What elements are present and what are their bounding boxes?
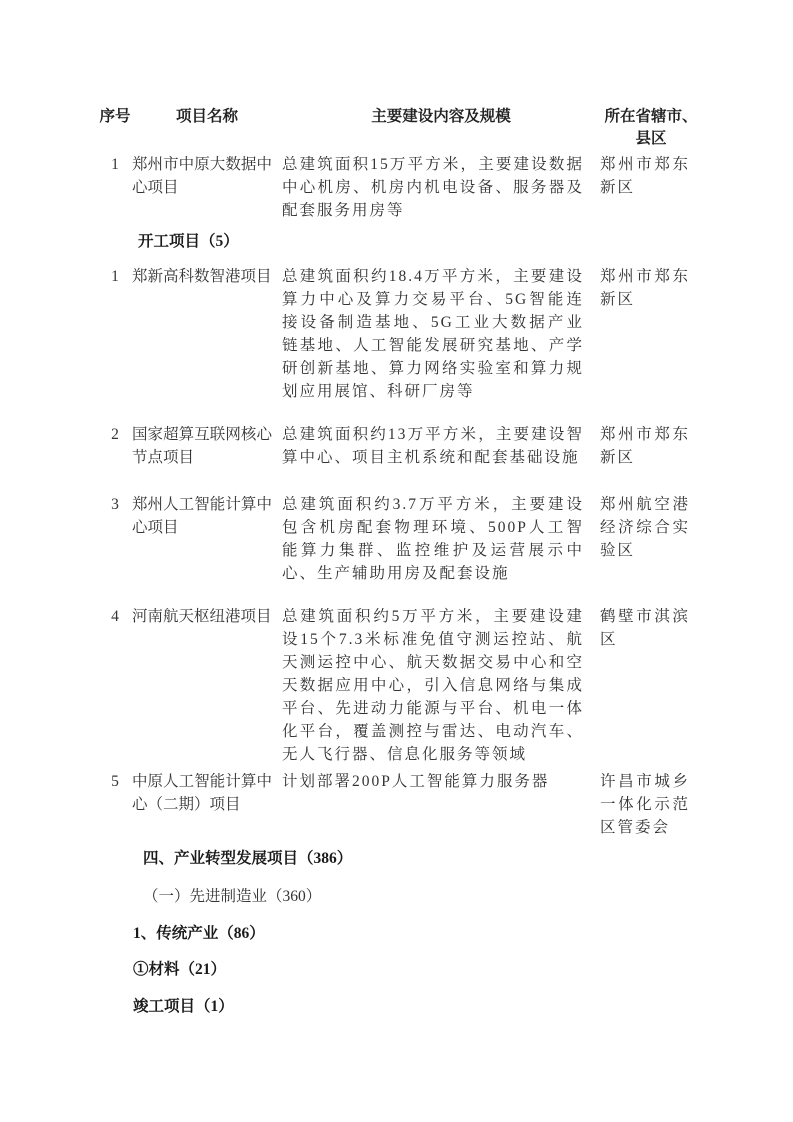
- table-header-row: [98, 106, 702, 150]
- column-header-content: 主要建设内容及规模: [371, 108, 511, 125]
- row-project-name: 郑新高科数智港项目: [132, 268, 272, 285]
- section-row: [98, 222, 702, 253]
- row-project-name: 郑州市中原大数据中心项目: [132, 156, 272, 196]
- row-project-location: 郑州市郑东新区: [600, 156, 690, 196]
- column-header-name: 项目名称: [175, 108, 238, 125]
- row-project-name: 国家超算互联网核心节点项目: [132, 426, 272, 466]
- row-project-content: 总建筑面积约18.4万平方米，主要建设算力中心及算力交易平台、5G智能连接设备制造基地、5G工业大数据产业链基地、人工智能发展研究基地、产学研创新基地、算力网络实验室和算力规划应用展馆、科研厂房等: [282, 268, 584, 400]
- row-num: 5: [111, 773, 119, 790]
- heading-completed-projects: 竣工项目（1）: [133, 998, 234, 1015]
- heading-section-industry-transform: 四、产业转型发展项目（386）: [143, 850, 353, 867]
- table-row: [98, 253, 702, 403]
- page-content: [98, 106, 702, 1018]
- row-project-content: 总建筑面积约5万平方米，主要建设建设15个7.3米标准免值守测运控站、航天测运控中心、航天数据交易中心和空天数据应用中心，引入信息网络与集成平台、先进动力能源与平台、机电一体化平台，覆盖测控与雷达、电动汽车、无人飞行器、信息化服务等领域: [282, 608, 584, 763]
- row-project-name: 河南航天枢纽港项目: [132, 608, 272, 625]
- table-row: [98, 150, 702, 222]
- row-num: 4: [111, 608, 119, 625]
- table-row: [98, 766, 702, 839]
- column-header-num: 序号: [99, 108, 131, 125]
- heading-advanced-manufacturing: （一）先进制造业（360）: [143, 888, 322, 905]
- table-row: [98, 469, 702, 585]
- row-num: 1: [111, 156, 119, 173]
- row-project-location: 郑州航空港经济综合实验区: [600, 496, 690, 559]
- row-project-content: 计划部署200P人工智能算力服务器: [282, 773, 550, 790]
- row-project-location: 郑州市郑东新区: [600, 268, 690, 308]
- row-num: 2: [111, 426, 119, 443]
- row-project-name: 中原人工智能计算中心（二期）项目: [132, 773, 272, 813]
- row-project-location: 许昌市城乡一体化示范区管委会: [600, 773, 690, 836]
- projects-table: [98, 106, 702, 839]
- column-header-location: 所在省辖市、县区: [604, 108, 698, 147]
- heading-materials: ①材料（21）: [133, 961, 227, 978]
- table-row: [98, 403, 702, 469]
- row-project-location: 郑州市郑东新区: [600, 426, 690, 466]
- row-project-location: 鹤壁市淇滨区: [600, 608, 690, 648]
- row-num: 1: [111, 268, 119, 285]
- heading-traditional-industry: 1、传统产业（86）: [133, 925, 265, 942]
- row-project-content: 总建筑面积约13万平方米，主要建设智算中心、项目主机系统和配套基础设施: [282, 426, 584, 466]
- table-row: [98, 585, 702, 766]
- row-project-content: 总建筑面积15万平方米，主要建设数据中心机房、机房内机电设备、服务器及配套服务用房等: [282, 156, 584, 219]
- row-project-content: 总建筑面积约3.7万平方米，主要建设包含机房配套物理环境、500P人工智能算力集群、监控维护及运营展示中心、生产辅助用房及配套设施: [282, 496, 584, 582]
- row-num: 3: [111, 496, 119, 513]
- section-label-start-projects: 开工项目（5）: [138, 233, 239, 250]
- row-project-name: 郑州人工智能计算中心项目: [132, 496, 272, 536]
- section-row-spacer: [98, 222, 132, 253]
